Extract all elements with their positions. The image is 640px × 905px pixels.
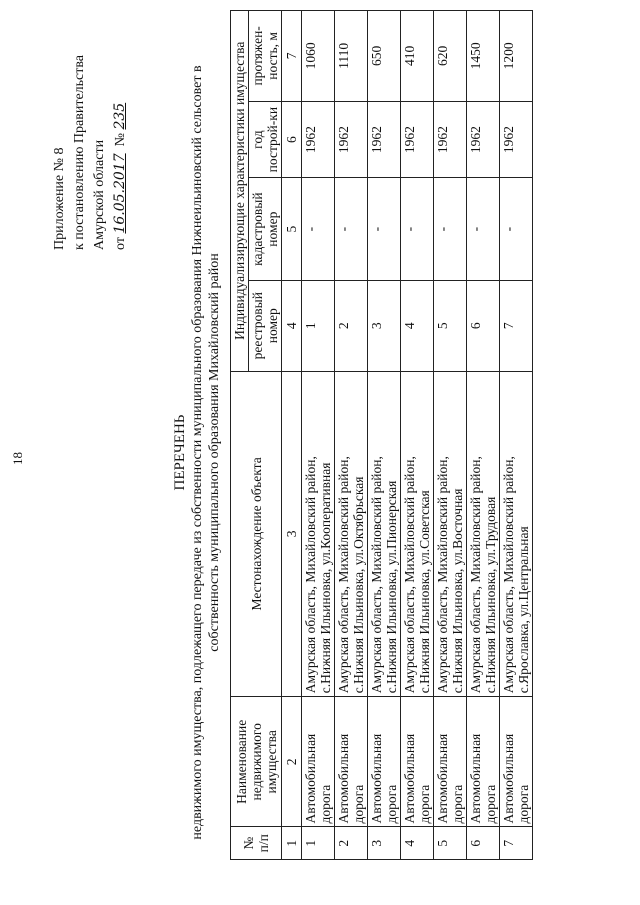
build-year: 1962 [467, 101, 500, 178]
row-number: 5 [434, 827, 467, 860]
cadastral-number: - [467, 178, 500, 280]
column-number-row [282, 11, 302, 860]
page-number: 18 [10, 452, 25, 465]
property-name: Автомобильная дорога [500, 697, 533, 827]
build-year: 1962 [335, 101, 368, 178]
property-location [500, 371, 533, 697]
build-year: 1962 [434, 101, 467, 178]
location-line-1: Амурская область, Михайловский район, [303, 456, 318, 694]
length: 1450 [467, 11, 500, 102]
row-number: 3 [368, 827, 401, 860]
registry-number: 2 [335, 280, 368, 371]
registry-number: 3 [368, 280, 401, 371]
table-row [434, 11, 467, 860]
build-year: 1962 [500, 101, 533, 178]
table-row [335, 11, 368, 860]
property-location [368, 371, 401, 697]
handwritten-date: 16.05.2017 [112, 153, 128, 234]
table-row [401, 11, 434, 860]
location-line-2: с.Нижняя Ильиновка, ул.Трудовая [483, 496, 498, 694]
cadastral-number: - [335, 178, 368, 280]
location-line-2: с.Ярославка, ул.Центральная [516, 526, 531, 694]
row-number: 6 [467, 827, 500, 860]
build-year: 1962 [368, 101, 401, 178]
property-location [467, 371, 500, 697]
build-year: 1962 [302, 101, 335, 178]
location-line-2: с.Нижняя Ильиновка, ул.Советская [417, 490, 432, 694]
registry-number: 4 [401, 280, 434, 371]
property-name: Автомобильная дорога [401, 697, 434, 827]
property-location [302, 371, 335, 697]
appendix-block [50, 55, 131, 250]
col-num: 7 [282, 11, 302, 102]
row-number: 1 [302, 827, 335, 860]
col-num: 6 [282, 101, 302, 178]
col-num: 1 [282, 827, 302, 860]
location-line-2: с.Нижняя Ильиновка, ул.Кооперативная [318, 462, 333, 694]
property-location [434, 371, 467, 697]
header-num: № п/п [231, 827, 282, 860]
location-line-1: Амурская область, Михайловский район, [369, 456, 384, 694]
property-name: Автомобильная дорога [335, 697, 368, 827]
header-build-year: год построй-ки [249, 101, 282, 178]
header-characteristics: Индивидуализирующие характеристики имущества [231, 11, 249, 372]
registry-number: 5 [434, 280, 467, 371]
property-location [401, 371, 434, 697]
property-table [230, 10, 533, 860]
property-name: Автомобильная дорога [368, 697, 401, 827]
table-row [500, 11, 533, 860]
location-line-2: с.Нижняя Ильиновка, ул.Восточная [450, 488, 465, 694]
length: 410 [401, 11, 434, 102]
cadastral-number: - [500, 178, 533, 280]
row-number: 4 [401, 827, 434, 860]
col-num: 2 [282, 697, 302, 827]
property-name: Автомобильная дорога [467, 697, 500, 827]
cadastral-number: - [434, 178, 467, 280]
property-name: Автомобильная дорога [302, 697, 335, 827]
registry-number: 7 [500, 280, 533, 371]
cadastral-number: - [401, 178, 434, 280]
cadastral-number: - [368, 178, 401, 280]
appendix-line-3: Амурской области [92, 139, 107, 250]
header-name: Наименование недвижимого имущества [231, 697, 282, 827]
col-num: 5 [282, 178, 302, 280]
document-title [172, 0, 223, 905]
appendix-line-1: Приложение № 8 [52, 147, 67, 250]
date-prefix: от [113, 237, 128, 250]
length: 650 [368, 11, 401, 102]
header-location: Местонахождение объекта [231, 371, 282, 697]
location-line-1: Амурская область, Михайловский район, [501, 456, 516, 694]
location-line-1: Амурская область, Михайловский район, [435, 456, 450, 694]
location-line-2: с.Нижняя Ильиновка, ул.Пионерская [384, 480, 399, 694]
cadastral-number: - [302, 178, 335, 280]
registry-number: 1 [302, 280, 335, 371]
row-number: 2 [335, 827, 368, 860]
location-line-1: Амурская область, Михайловский район, [402, 456, 417, 694]
title-line-2: собственность муниципального образования Михайловский район [207, 253, 222, 652]
title-heading: ПЕРЕЧЕНЬ [172, 414, 188, 491]
header-length: протяжен-ность, м [249, 11, 282, 102]
registry-number: 6 [467, 280, 500, 371]
location-line-1: Амурская область, Михайловский район, [336, 456, 351, 694]
property-location [335, 371, 368, 697]
length: 1060 [302, 11, 335, 102]
location-line-1: Амурская область, Михайловский район, [468, 456, 483, 694]
number-prefix: № [113, 133, 128, 147]
property-name: Автомобильная дорога [434, 697, 467, 827]
table-row [467, 11, 500, 860]
build-year: 1962 [401, 101, 434, 178]
length: 1110 [335, 11, 368, 102]
handwritten-number: 235 [112, 102, 128, 130]
col-num: 4 [282, 280, 302, 371]
appendix-line-2: к постановлению Правительства [72, 54, 87, 250]
header-cadastral-number: кадастровый номер [249, 178, 282, 280]
length: 1200 [500, 11, 533, 102]
location-line-2: с.Нижняя Ильиновка, ул.Октябрьская [351, 476, 366, 694]
table-row [302, 11, 335, 860]
appendix-date-line [110, 55, 131, 250]
header-registry-number: реестровый номер [249, 280, 282, 371]
length: 620 [434, 11, 467, 102]
table-row [368, 11, 401, 860]
col-num: 3 [282, 371, 302, 697]
row-number: 7 [500, 827, 533, 860]
title-line-1: недвижимого имущества, подлежащего передаче из собственности муниципального образования Нижнеильиновский сельсовет в [190, 65, 205, 840]
